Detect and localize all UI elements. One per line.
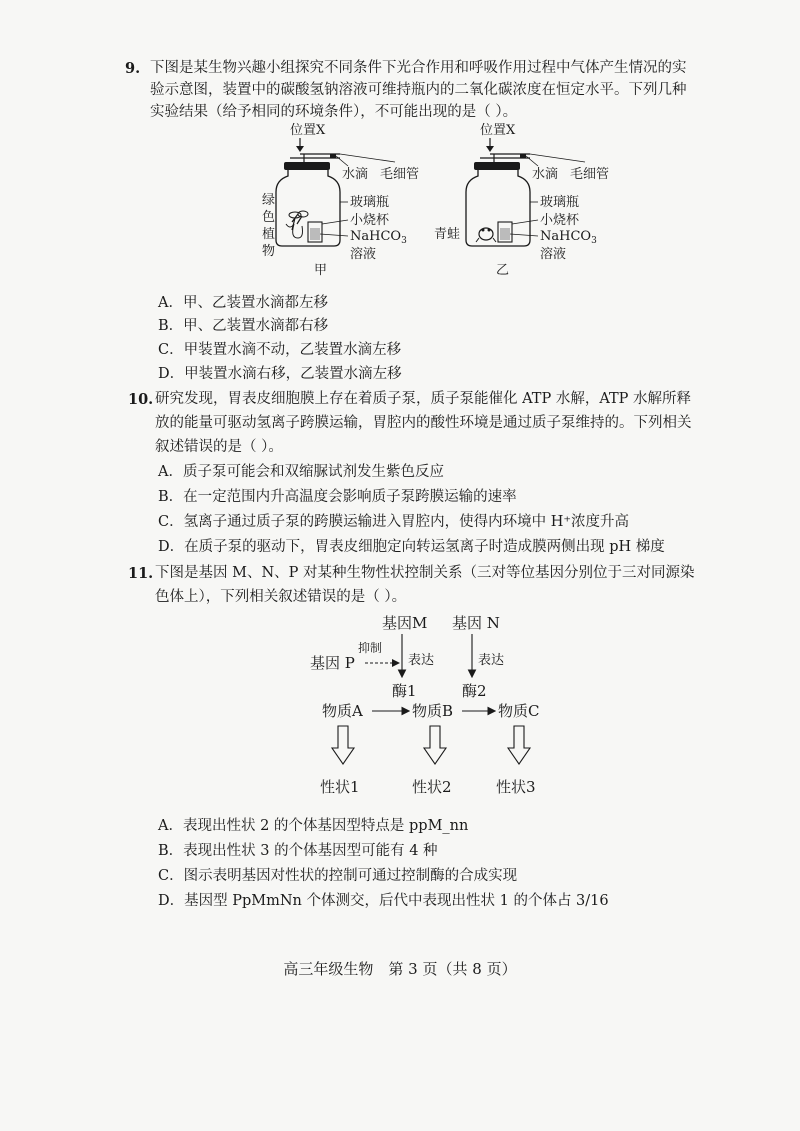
hollow-arrow-2 [424, 726, 446, 764]
device-yi [434, 123, 609, 278]
substance-c-label: 物质C [498, 702, 540, 720]
q11-stem-line-2: 色体上），下列相关叙述错误的是（ ）。 [155, 589, 407, 605]
solution-label-yi: 溶液 [540, 247, 567, 262]
enzyme-1-label: 酶1 [392, 682, 417, 700]
position-x-label-yi: 位置X [480, 123, 516, 138]
q11-stem-line-1: 下图是基因 M、N、P 对某种生物性状控制关系（三对等位基因分别位于三对同源染 [155, 565, 695, 581]
q10-stem-line-2: 放的能量可驱动氢离子跨膜运输，胃腔内的酸性环境是通过质子泵维持的。下列相关 [155, 415, 692, 431]
q9-stem-line-2: 验示意图，装置中的碳酸氢钠溶液可维持瓶内的二氧化碳浓度在恒定水平。下列几种 [150, 82, 687, 98]
express-label-1: 表达 [408, 653, 435, 668]
q9-stem-line-1: 下图是某生物兴趣小组探究不同条件下光合作用和呼吸作用过程中气体产生情况的实 [150, 60, 687, 76]
gene-control-diagram [300, 608, 580, 803]
q11-number: 11. [128, 565, 154, 582]
green-plant-label-4: 物 [262, 244, 276, 259]
q9-option-d: D．甲装置水滴右移，乙装置水滴左移 [158, 366, 402, 382]
capillary-label-jia: 毛细管 [380, 167, 420, 182]
green-plant-label-3: 植 [262, 227, 276, 242]
q11-option-d: D．基因型 PpMmNn 个体测交，后代中表现出性状 1 的个体占 3/16 [158, 893, 609, 909]
q10-number: 10. [128, 391, 154, 408]
trait-1-label: 性状1 [320, 778, 360, 796]
q9-option-c: C．甲装置水滴不动，乙装置水滴左移 [158, 342, 402, 358]
small-beaker-label-jia: 小烧杯 [350, 213, 390, 228]
gene-m-label: 基因M [382, 614, 428, 632]
page-footer: 高三年级生物 第 3 页（共 8 页） [283, 960, 517, 978]
device-yi-label: 乙 [496, 263, 510, 278]
water-drop-label-jia: 水滴 [342, 167, 369, 182]
water-drop-yi [520, 154, 526, 158]
inhibit-label: 抑制 [358, 641, 383, 655]
solution-label-jia: 溶液 [350, 247, 377, 262]
position-x-label-jia: 位置X [290, 123, 326, 138]
capillary-label-yi: 毛细管 [570, 167, 610, 182]
q10-option-a: A．质子泵可能会和双缩脲试剂发生紫色反应 [158, 464, 444, 480]
gene-p-label: 基因 P [310, 654, 355, 672]
q11-option-b: B．表现出性状 3 的个体基因型可能有 4 种 [158, 843, 438, 859]
q9-option-a: A．甲、乙装置水滴都左移 [158, 295, 328, 311]
q9-figure [240, 118, 610, 283]
q10-option-b: B．在一定范围内升高温度会影响质子泵跨膜运输的速率 [158, 489, 517, 505]
express-label-2: 表达 [478, 653, 505, 668]
q11-option-c: C．图示表明基因对性状的控制可通过控制酶的合成实现 [158, 868, 518, 884]
q10-option-c: C．氢离子通过质子泵的跨膜运输进入胃腔内，使得内环境中 H⁺浓度升高 [158, 514, 629, 530]
substance-a-label: 物质A [322, 702, 363, 720]
q10-stem-line-3: 叙述错误的是（ ）。 [155, 439, 283, 455]
green-plant-label-1: 绿 [262, 193, 276, 208]
q9-option-b: B．甲、乙装置水滴都右移 [158, 318, 329, 334]
device-jia [262, 123, 419, 278]
hollow-arrow-1 [332, 726, 354, 764]
q9-stem-line-3: 实验结果（给予相同的环境条件），不可能出现的是（ ）。 [150, 104, 518, 120]
frog-label: 青蛙 [434, 227, 461, 242]
glass-bottle-label-yi: 玻璃瓶 [540, 195, 580, 210]
q11-option-a: A．表现出性状 2 的个体基因型特点是 ppM_nn [158, 818, 469, 834]
water-drop-jia [330, 154, 336, 158]
nahco3-label-jia: NaHCO$_3$ [350, 229, 407, 246]
enzyme-2-label: 酶2 [462, 682, 487, 700]
q9-number: 9. [125, 60, 141, 77]
nahco3-label-yi: NaHCO$_3$ [540, 229, 597, 246]
glass-bottle-label-jia: 玻璃瓶 [350, 195, 390, 210]
gene-n-label: 基因 N [452, 614, 500, 632]
small-beaker-label-yi: 小烧杯 [540, 213, 580, 228]
green-plant-label-2: 色 [262, 210, 276, 225]
substance-b-label: 物质B [412, 702, 454, 720]
hollow-arrow-3 [508, 726, 530, 764]
trait-3-label: 性状3 [496, 778, 536, 796]
q10-option-d: D．在质子泵的驱动下，胃表皮细胞定向转运氢离子时造成膜两侧出现 pH 梯度 [158, 539, 665, 555]
water-drop-label-yi: 水滴 [532, 167, 559, 182]
device-jia-label: 甲 [314, 263, 328, 278]
trait-2-label: 性状2 [412, 778, 452, 796]
q10-stem-line-1: 研究发现，胃表皮细胞膜上存在着质子泵，质子泵能催化 ATP 水解，ATP 水解所释 [155, 391, 692, 407]
